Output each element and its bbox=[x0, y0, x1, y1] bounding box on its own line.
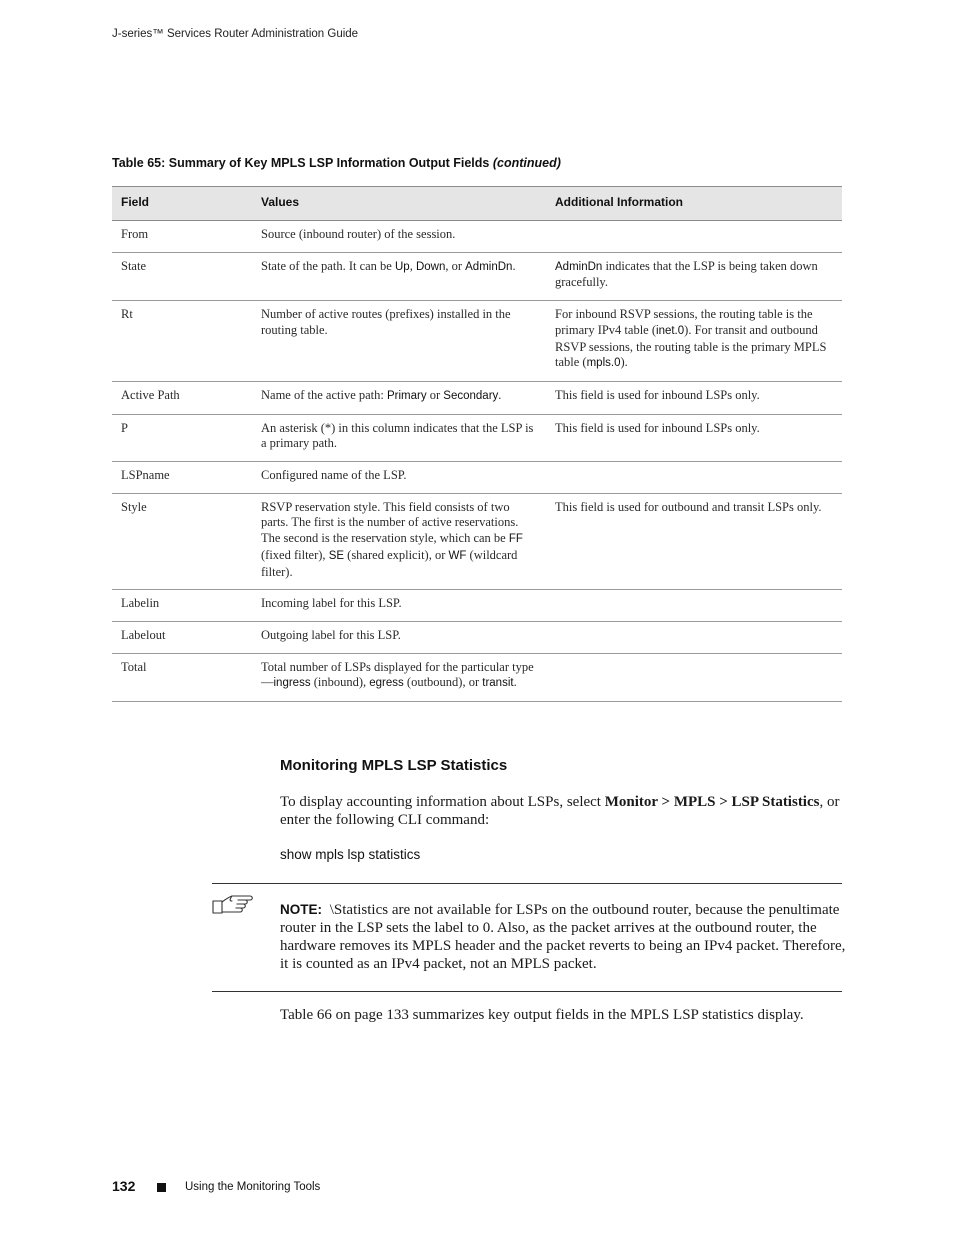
values-text: (inbound), bbox=[310, 675, 370, 690]
table-row bbox=[112, 493, 842, 590]
values-text: . bbox=[512, 258, 516, 273]
values-text: , bbox=[409, 258, 416, 273]
values-code: Up bbox=[394, 260, 410, 273]
info-code: AdminDn bbox=[555, 260, 603, 273]
mpls-lsp-fields-table bbox=[112, 186, 842, 702]
values-code: SE bbox=[328, 549, 345, 562]
values-cell bbox=[252, 252, 546, 300]
values-cell bbox=[252, 414, 546, 461]
additional-info-cell bbox=[546, 414, 842, 461]
additional-info-cell bbox=[546, 221, 842, 253]
table-row bbox=[112, 252, 842, 300]
values-text: Incoming label for this LSP. bbox=[261, 596, 402, 611]
values-code: AdminDn bbox=[465, 260, 513, 273]
table-caption bbox=[112, 156, 561, 170]
note-body: \Statistics are not available for LSPs on the outbound router, because the penultimate router in the LSP sets the label to 0. Also, as the packet arrives at the outbound router, the hardware removes its MPLS header and the packet reverts to being an IPv4 packet. Therefore, it is counted as an IPv4 packet, not an MPLS packet. bbox=[280, 902, 846, 972]
table-row bbox=[112, 301, 842, 382]
field-cell: Style bbox=[112, 493, 252, 590]
additional-info-cell bbox=[546, 462, 842, 494]
values-text: (outbound), or bbox=[403, 675, 483, 690]
values-text: Number of active routes (prefixes) installed in the routing table. bbox=[261, 307, 511, 337]
column-header-field: Field bbox=[112, 187, 252, 221]
values-code: egress bbox=[369, 677, 404, 690]
table-row bbox=[112, 221, 842, 253]
chapter-title: Using the Monitoring Tools bbox=[185, 1181, 321, 1193]
values-text: Total number of LSPs displayed for the particular type— bbox=[261, 659, 534, 690]
values-text: (shared explicit), or bbox=[344, 547, 449, 562]
values-cell bbox=[252, 590, 546, 622]
values-cell bbox=[252, 621, 546, 653]
table-row bbox=[112, 590, 842, 622]
info-text: This field is used for inbound LSPs only. bbox=[555, 387, 760, 402]
table-header-row bbox=[112, 187, 842, 221]
table-row bbox=[112, 621, 842, 653]
info-text: ). For transit and outbound RSVP sessions, the routing table is the primary MPLS table ( bbox=[555, 322, 827, 370]
values-text: Name of the active path: bbox=[261, 387, 387, 402]
info-code: mpls.0 bbox=[586, 357, 621, 370]
column-header-values: Values bbox=[252, 187, 546, 221]
pointing-hand-icon bbox=[212, 893, 256, 919]
additional-info-cell bbox=[546, 381, 842, 414]
values-text: (wildcard filter). bbox=[261, 547, 518, 579]
values-text: or bbox=[426, 387, 444, 402]
info-code: inet.0 bbox=[656, 324, 685, 337]
field-cell: State bbox=[112, 252, 252, 300]
table-caption-title: Table 65: Summary of Key MPLS LSP Information Output Fields bbox=[112, 156, 490, 170]
page-number: 132 bbox=[112, 1178, 136, 1194]
values-text: RSVP reservation style. This field consists of two parts. The first is the number of active reservations. The second is the reservation style, which can be bbox=[261, 499, 519, 546]
intro-text-before: To display accounting information about LSPs, select bbox=[280, 794, 605, 810]
table-row bbox=[112, 381, 842, 414]
field-cell: Labelin bbox=[112, 590, 252, 622]
info-text: For inbound RSVP sessions, the routing table is the primary IPv4 table ( bbox=[555, 307, 813, 337]
values-code: Down bbox=[415, 260, 446, 273]
table-row bbox=[112, 414, 842, 461]
additional-info-cell bbox=[546, 653, 842, 701]
info-text: indicates that the LSP is being taken down gracefully. bbox=[555, 258, 818, 290]
values-text: An asterisk (*) in this column indicates that the LSP is a primary path. bbox=[261, 420, 534, 451]
values-text: (fixed filter), bbox=[261, 547, 329, 562]
intro-text-after: , or enter the following CLI command: bbox=[280, 794, 840, 828]
values-cell bbox=[252, 462, 546, 494]
values-cell bbox=[252, 493, 546, 590]
values-text: , or bbox=[445, 258, 466, 273]
intro-paragraph bbox=[280, 794, 846, 829]
field-cell: P bbox=[112, 414, 252, 461]
values-code: Secondary bbox=[443, 389, 499, 402]
field-cell: Labelout bbox=[112, 621, 252, 653]
values-text: . bbox=[498, 387, 502, 402]
info-text: ). bbox=[620, 355, 628, 370]
column-header-additional-information: Additional Information bbox=[546, 187, 842, 221]
table-row bbox=[112, 462, 842, 494]
field-cell: Rt bbox=[112, 301, 252, 382]
menu-path: Monitor > MPLS > LSP Statistics bbox=[604, 794, 820, 810]
table-caption-suffix: (continued) bbox=[492, 156, 561, 170]
values-text: State of the path. It can be bbox=[261, 258, 395, 273]
values-code: FF bbox=[508, 533, 523, 546]
additional-info-cell bbox=[546, 493, 842, 590]
field-cell: LSPname bbox=[112, 462, 252, 494]
values-cell bbox=[252, 653, 546, 701]
values-cell bbox=[252, 301, 546, 382]
note-top-rule bbox=[212, 883, 842, 884]
running-header: J-series™ Services Router Administration Guide bbox=[112, 28, 359, 40]
field-cell: Active Path bbox=[112, 381, 252, 414]
closing-paragraph: Table 66 on page 133 summarizes key output fields in the MPLS LSP statistics display. bbox=[280, 1007, 804, 1023]
info-text: This field is used for outbound and transit LSPs only. bbox=[555, 499, 822, 514]
field-cell: From bbox=[112, 221, 252, 253]
values-cell bbox=[252, 221, 546, 253]
values-text: Outgoing label for this LSP. bbox=[261, 627, 401, 642]
values-text: Source (inbound router) of the session. bbox=[261, 227, 456, 241]
table-row bbox=[112, 653, 842, 701]
additional-info-cell bbox=[546, 252, 842, 300]
values-code: Primary bbox=[387, 389, 427, 402]
values-text: Configured name of the LSP. bbox=[261, 468, 407, 483]
additional-info-cell bbox=[546, 621, 842, 653]
square-bullet-icon bbox=[157, 1183, 166, 1192]
note-label: NOTE: bbox=[280, 902, 322, 917]
cli-command: show mpls lsp statistics bbox=[280, 847, 421, 862]
additional-info-cell bbox=[546, 590, 842, 622]
values-code: WF bbox=[448, 549, 467, 562]
note-paragraph bbox=[280, 901, 846, 973]
values-text: . bbox=[513, 675, 517, 690]
values-cell bbox=[252, 381, 546, 414]
values-code: ingress bbox=[273, 677, 311, 690]
values-code: transit bbox=[482, 677, 514, 690]
section-title: Monitoring MPLS LSP Statistics bbox=[280, 757, 508, 774]
note-bottom-rule bbox=[212, 991, 842, 992]
table-body bbox=[112, 221, 842, 702]
field-cell: Total bbox=[112, 653, 252, 701]
info-text: This field is used for inbound LSPs only. bbox=[555, 420, 760, 435]
additional-info-cell bbox=[546, 301, 842, 382]
